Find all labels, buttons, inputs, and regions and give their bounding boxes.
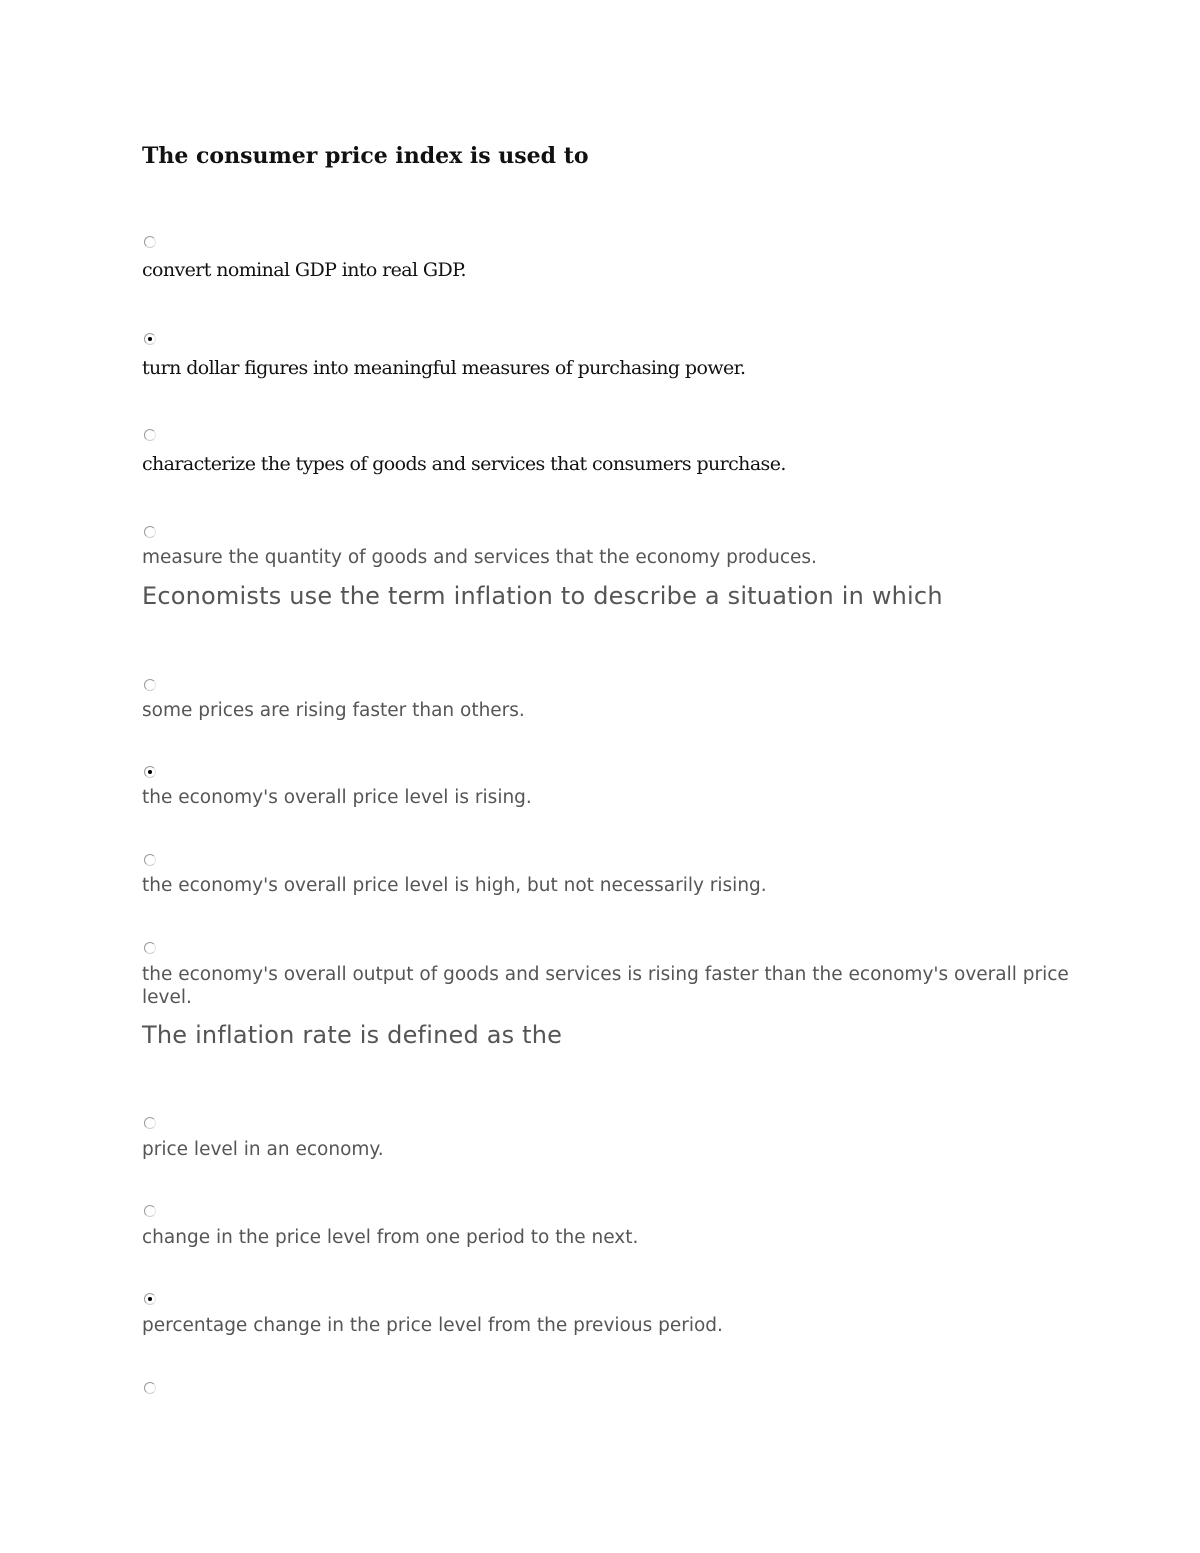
question-2-option-3-label: the economy's overall price level is high, but not necessarily rising.	[142, 875, 767, 896]
question-2-option-1-label: some prices are rising faster than others.	[142, 700, 525, 721]
question-2-option-3-radio[interactable]	[144, 854, 156, 866]
question-1-option-3-radio[interactable]	[144, 429, 156, 441]
question-1-option-3-label: characterize the types of goods and services that consumers purchase.	[142, 453, 786, 475]
question-2-option-1-radio[interactable]	[144, 679, 156, 691]
question-3-option-1-label: price level in an economy.	[142, 1139, 384, 1160]
question-2-option-2-radio[interactable]	[144, 766, 156, 778]
question-1-option-4-label: measure the quantity of goods and services that the economy produces.	[142, 547, 817, 568]
question-3-option-3-label: percentage change in the price level from the previous period.	[142, 1315, 723, 1336]
question-1-option-2-radio[interactable]	[144, 333, 156, 345]
question-3-option-2-radio[interactable]	[144, 1205, 156, 1217]
question-2-option-4-label: the economy's overall output of goods and services is rising faster than the economy's overall price level.	[142, 964, 1069, 1008]
question-2-prompt: Economists use the term inflation to describe a situation in which	[142, 582, 943, 610]
question-1-option-2-label: turn dollar figures into meaningful measures of purchasing power.	[142, 357, 746, 379]
question-1-prompt: The consumer price index is used to	[142, 143, 589, 169]
question-3-prompt: The inflation rate is defined as the	[142, 1021, 563, 1049]
question-1-option-1-label: convert nominal GDP into real GDP.	[142, 259, 466, 281]
question-2-option-4-radio[interactable]	[144, 942, 156, 954]
question-2-option-2-label: the economy's overall price level is rising.	[142, 787, 532, 808]
question-1-option-4-radio[interactable]	[144, 526, 156, 538]
question-3-option-1-radio[interactable]	[144, 1117, 156, 1129]
question-1-option-1-radio[interactable]	[144, 236, 156, 248]
question-3-option-3-radio[interactable]	[144, 1293, 156, 1305]
question-3-option-2-label: change in the price level from one period to the next.	[142, 1227, 639, 1248]
question-3-option-4-radio[interactable]	[144, 1382, 156, 1394]
